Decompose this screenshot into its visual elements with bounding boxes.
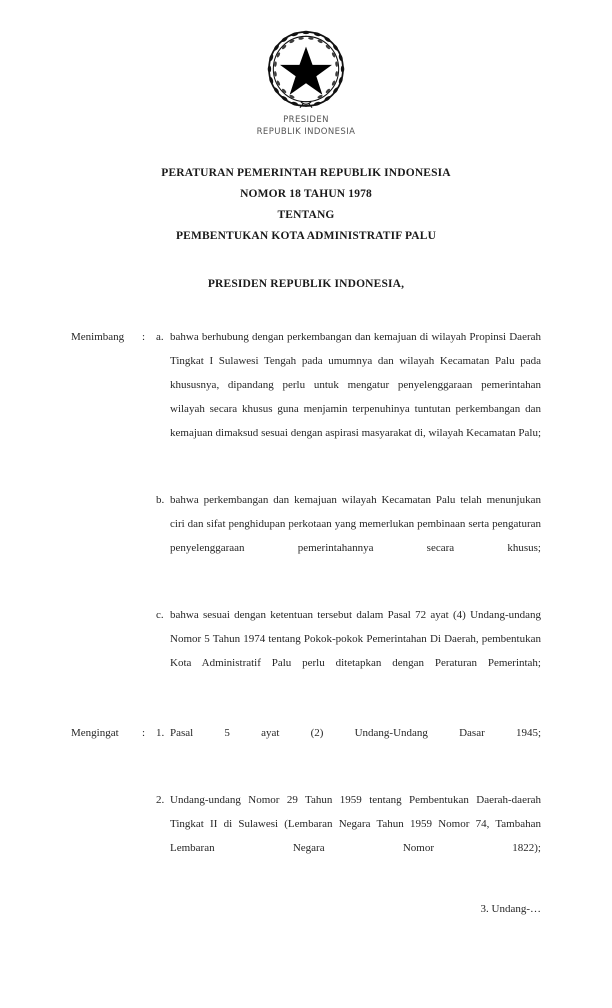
regulation-number: NOMOR 18 TAHUN 1978 (240, 188, 372, 200)
emblem-caption (0, 115, 612, 138)
item-marker: 2. (156, 794, 165, 806)
list-item (0, 325, 612, 469)
page-continuation-marker: 3. Undang-… (480, 903, 541, 915)
section-label-mengingat: Mengingat (71, 727, 119, 739)
section-colon-mengingat: : (142, 727, 146, 739)
item-text: bahwa berhubung dengan perkembangan dan kemajuan di wilayah Propinsi Daerah Tingkat I Sulawesi Tengah pada umumnya dan wilayah Kecamatan Palu pada khususnya, dipandang perlu untuk mengatur penyelenggaraan pemerintahan wilayah secara khusus guna menjamin terpenuhinya tuntutan perkembangan dan kemajuan dimaksud sesuai dengan aspirasi masyarakat di, wilayah Kecamatan Palu; (170, 331, 541, 439)
item-marker: a. (156, 331, 164, 343)
item-text: bahwa perkembangan dan kemajuan wilayah Kecamatan Palu telah menunjukan ciri dan sifat penghidupan perkotaan yang memerlukan pembinaan serta pengaturan penyelenggaraan pemerintahannya secara khusus; (170, 494, 541, 554)
clause-sections (0, 325, 612, 884)
item-marker: b. (156, 494, 165, 506)
mengingat-items (0, 721, 612, 884)
item-marker: 1. (156, 727, 165, 739)
presidential-emblem-block (0, 26, 612, 138)
enacting-authority: PRESIDEN REPUBLIK INDONESIA, (207, 278, 405, 290)
item-text: Undang-undang Nomor 29 Tahun 1959 tentang Pembentukan Daerah-daerah Tingkat II di Sulawesi (Lembaran Negara Tahun 1959 Nomor 74, Tambahan Lembaran Negara Nomor 1822); (170, 794, 541, 854)
regulation-subject: PEMBENTUKAN KOTA ADMINISTRATIF PALU (175, 230, 437, 242)
list-item (0, 788, 612, 884)
garuda-star-wreath-emblem-icon (263, 26, 349, 112)
list-item (0, 488, 612, 584)
section-mengingat (0, 721, 612, 884)
page-title: PERATURAN PEMERINTAH REPUBLIK INDONESIA (161, 167, 451, 179)
item-text: Pasal 5 ayat (2) Undang-Undang Dasar 1945; (170, 727, 541, 739)
emblem-caption-line-2: REPUBLIK INDONESIA (256, 126, 356, 137)
emblem-caption-line-1: PRESIDEN (283, 115, 329, 125)
item-text: bahwa sesuai dengan ketentuan tersebut dalam Pasal 72 ayat (4) Undang-undang Nomor 5 Tahun 1974 tentang Pokok-pokok Pemerintahan Di Daerah, pembentukan Kota Administratif Palu perlu ditetapkan dengan Peraturan Pemerintah; (170, 609, 541, 669)
document-title-block (0, 163, 612, 247)
about-label: TENTANG (277, 209, 335, 221)
section-menimbang (0, 325, 612, 699)
menimbang-items (0, 325, 612, 699)
item-marker: c. (156, 609, 164, 621)
section-label-menimbang: Menimbang (71, 331, 125, 343)
list-item (0, 721, 612, 769)
section-colon-menimbang: : (142, 331, 146, 343)
list-item (0, 603, 612, 699)
